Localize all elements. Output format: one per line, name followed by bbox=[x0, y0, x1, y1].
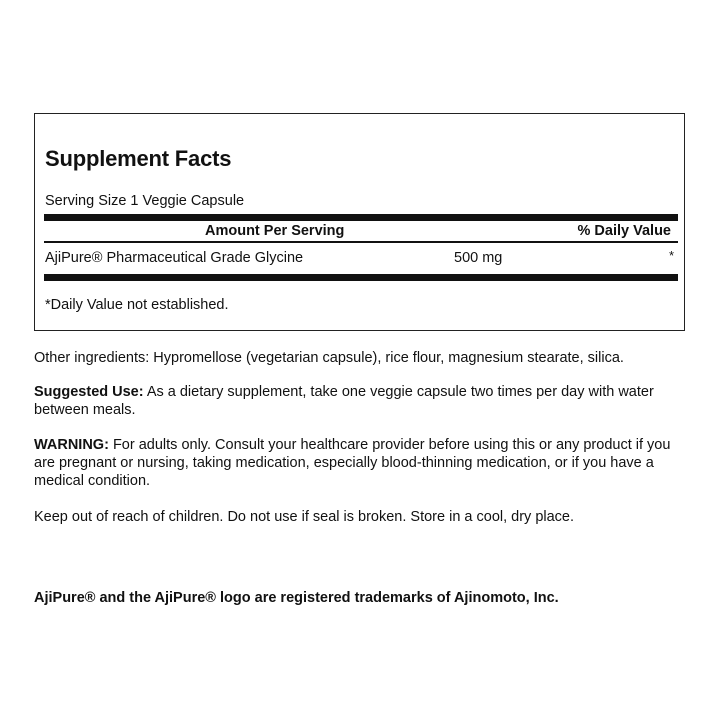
supplement-facts-title: Supplement Facts bbox=[45, 146, 232, 171]
daily-value-header: % Daily Value bbox=[577, 223, 671, 239]
trademark-notice: AjiPure® and the AjiPure® logo are registered trademarks of Ajinomoto, Inc. bbox=[34, 590, 559, 606]
divider-thick-top bbox=[44, 214, 678, 221]
ingredient-name: AjiPure® Pharmaceutical Grade Glycine bbox=[45, 250, 304, 266]
suggested-use bbox=[34, 383, 694, 419]
supplement-facts-panel bbox=[34, 113, 685, 331]
divider-thick-bottom bbox=[44, 274, 678, 281]
serving-size: Serving Size 1 Veggie Capsule bbox=[45, 193, 245, 209]
daily-value-footnote: *Daily Value not established. bbox=[45, 297, 229, 313]
divider-thin bbox=[44, 241, 678, 243]
suggested-use-label: Suggested Use: bbox=[34, 384, 144, 400]
ingredient-amount: 500 mg bbox=[454, 250, 503, 266]
other-ingredients: Other ingredients: Hypromellose (vegetarian capsule), rice flour, magnesium stearate, silica. bbox=[34, 350, 624, 366]
suggested-use-text: As a dietary supplement, take one veggie capsule two times per day with water between meals. bbox=[34, 384, 654, 418]
warning-label: WARNING: bbox=[34, 437, 109, 453]
warning bbox=[34, 436, 694, 490]
ingredient-daily-value: * bbox=[668, 248, 674, 263]
storage-instructions: Keep out of reach of children. Do not use if seal is broken. Store in a cool, dry place. bbox=[34, 509, 575, 525]
amount-per-serving-header: Amount Per Serving bbox=[205, 223, 345, 239]
warning-text: For adults only. Consult your healthcare provider before using this or any product if you are pregnant or nursing, taking medication, especially blood-thinning medication, or if you have a medical condition. bbox=[34, 437, 671, 489]
